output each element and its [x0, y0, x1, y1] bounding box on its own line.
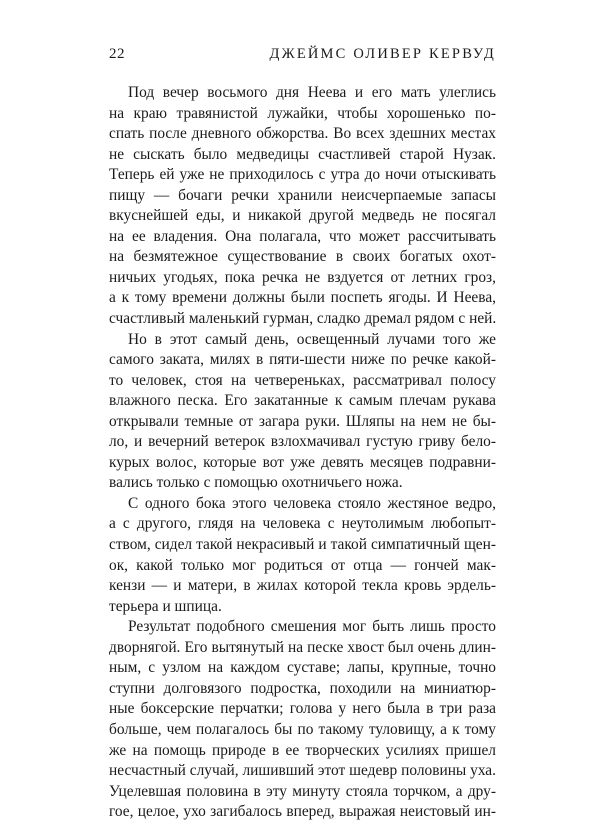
text-line: то человек, стоя на четвереньках, рассматривал полосу [109, 371, 496, 389]
text-line: С одного бока этого человека стояло жестяное ведро, [128, 494, 496, 512]
text-line: а с другого, глядя на человека с неутолимым любопыт- [109, 515, 496, 533]
text-line: Но в этот самый день, освещенный лучами того же [128, 330, 496, 348]
text-line: ло, и вечерний ветерок взлохмачивал густую гриву бело- [109, 433, 496, 451]
text-line: счастливый маленький гурман, сладко дремал рядом с ней. [109, 310, 497, 328]
text-line: же на помощь природе в ее творческих усилиях пришел [109, 741, 496, 759]
text-line: ок, какой только мог родиться от отца — гончей мак- [109, 556, 496, 574]
text-line: курых волос, которые вот уже девять месяцев подравни- [109, 453, 496, 471]
page-number: 22 [109, 46, 125, 62]
text-line: несчастный случай, лишивший этот шедевр половины уха. [109, 762, 496, 780]
text-line: на ее владения. Она полагала, что может рассчитывать [109, 227, 496, 245]
text-line: больше, чем полагалось бы по такому туловищу, а к тому [109, 720, 496, 738]
text-line: ным, с узлом на каждом суставе; лапы, крупные, точно [109, 659, 496, 677]
text-line: ством, сидел такой некрасивый и такой симпатичный щен- [109, 536, 496, 554]
text-line: Теперь ей уже не приходилось с утра до ночи отыскивать [109, 166, 496, 184]
text-line: вались только с помощью охотничьего ножа. [109, 474, 403, 492]
text-line: Результат подобного смешения мог быть лишь просто [128, 618, 496, 636]
text-line: спать после дневного обжорства. Во всех здешних местах [109, 125, 496, 143]
text-line: самого заката, милях в пяти-шести ниже по речке какой- [109, 351, 496, 369]
text-line: Уцелевшая половина в эту минуту стояла торчком, а дру- [109, 782, 496, 800]
text-line: ничьих угодьях, пока речка не вздуется от летних гроз, [109, 268, 496, 286]
text-line: терьера и шпица. [109, 597, 222, 615]
body-text [109, 83, 496, 823]
running-head: ДЖЕЙМС ОЛИВЕР КЕРВУД [269, 46, 496, 62]
text-line: не сыскать было медведицы счастливей старой Нузак. [109, 145, 496, 163]
text-line: кензи — и матери, в жилах которой текла кровь эрдель- [109, 577, 496, 595]
text-line: влажного песка. Его закатанные к самым плечам рукава [109, 392, 496, 410]
page-header [109, 46, 496, 66]
text-line: дворнягой. Его вытянутый на песке хвост был очень длин- [109, 638, 496, 656]
text-line: на краю травянистой лужайки, чтобы хорошенько по- [109, 104, 496, 122]
text-line: ные боксерские перчатки; голова у него была в три раза [109, 700, 496, 718]
text-line: пищу — бочаги речки хранили неисчерпаемые запасы [109, 186, 496, 204]
text-line: а к тому времени должны были поспеть ягоды. И Неева, [109, 289, 496, 307]
text-line: ступни долговязого подростка, походили на миниатюр- [109, 679, 496, 697]
text-line: гое, целое, ухо загибалось вперед, выражая неистовый ин- [109, 803, 496, 821]
text-line: открывали темные от загара руки. Шляпы на нем не бы- [109, 412, 496, 430]
text-line: вкуснейшей еды, и никакой другой медведь не посягал [109, 207, 496, 225]
text-line: на безмятежное существование в своих богатых охот- [109, 248, 496, 266]
text-line: Под вечер восьмого дня Неева и его мать улеглись [128, 84, 496, 101]
